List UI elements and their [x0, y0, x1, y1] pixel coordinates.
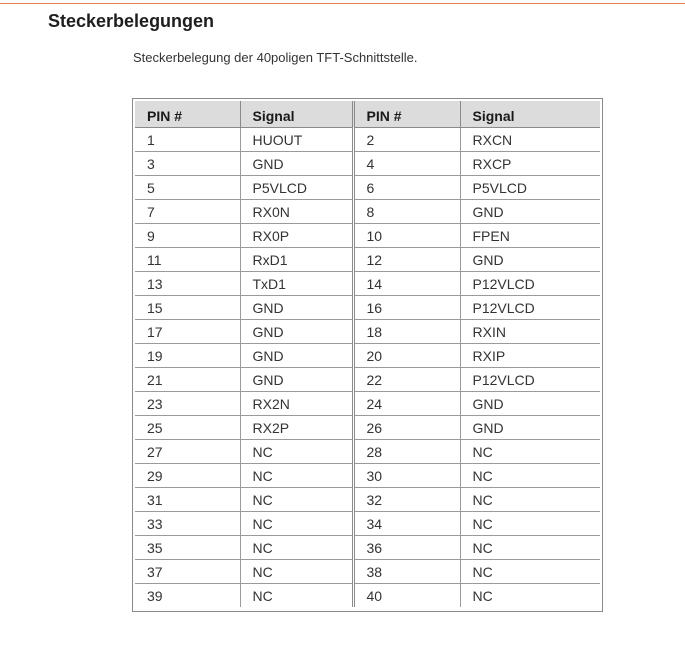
signal-left-cell: GND — [240, 295, 353, 319]
signal-right-cell: NC — [460, 439, 600, 463]
table-row — [135, 127, 600, 151]
signal-right-cell: GND — [460, 199, 600, 223]
pin-right-cell: 6 — [353, 175, 460, 199]
signal-right-cell: RXCN — [460, 127, 600, 151]
top-divider — [0, 3, 685, 4]
signal-left-cell: NC — [240, 439, 353, 463]
pin-left-cell: 33 — [135, 511, 240, 535]
signal-right-cell: P12VLCD — [460, 271, 600, 295]
signal-right-cell: RXIP — [460, 343, 600, 367]
pin-left-cell: 37 — [135, 559, 240, 583]
table-row — [135, 487, 600, 511]
pin-right-cell: 36 — [353, 535, 460, 559]
table-row — [135, 535, 600, 559]
section-title: Steckerbelegungen — [48, 11, 215, 31]
table-row — [135, 223, 600, 247]
table-header-row — [135, 101, 600, 127]
pin-left-cell: 39 — [135, 583, 240, 607]
pin-table-frame — [132, 98, 603, 612]
table-row — [135, 175, 600, 199]
table-row — [135, 247, 600, 271]
signal-left-cell: NC — [240, 463, 353, 487]
pin-left-cell: 15 — [135, 295, 240, 319]
pin-right-cell: 14 — [353, 271, 460, 295]
signal-left-cell: RX2P — [240, 415, 353, 439]
header-signal-right: Signal — [460, 101, 600, 127]
table-row — [135, 151, 600, 175]
signal-right-cell: P12VLCD — [460, 295, 600, 319]
signal-right-cell: FPEN — [460, 223, 600, 247]
signal-left-cell: NC — [240, 511, 353, 535]
pin-left-cell: 27 — [135, 439, 240, 463]
pin-left-cell: 5 — [135, 175, 240, 199]
table-row — [135, 583, 600, 607]
pin-right-cell: 38 — [353, 559, 460, 583]
pin-right-cell: 34 — [353, 511, 460, 535]
signal-right-cell: GND — [460, 415, 600, 439]
pin-left-cell: 11 — [135, 247, 240, 271]
table-row — [135, 295, 600, 319]
signal-right-cell: P12VLCD — [460, 367, 600, 391]
pin-right-cell: 8 — [353, 199, 460, 223]
signal-right-cell: NC — [460, 559, 600, 583]
pin-left-cell: 3 — [135, 151, 240, 175]
signal-right-cell: NC — [460, 511, 600, 535]
pin-right-cell: 12 — [353, 247, 460, 271]
signal-left-cell: GND — [240, 367, 353, 391]
signal-right-cell: RXIN — [460, 319, 600, 343]
signal-right-cell: GND — [460, 391, 600, 415]
header-pin-left: PIN # — [135, 101, 240, 127]
pin-right-cell: 2 — [353, 127, 460, 151]
table-row — [135, 511, 600, 535]
signal-right-cell: GND — [460, 247, 600, 271]
signal-right-cell: NC — [472, 588, 493, 605]
pin-left-cell: 1 — [135, 127, 240, 151]
header-signal-left: Signal — [240, 101, 353, 127]
signal-left-cell: NC — [240, 559, 353, 583]
pin-right-cell: 32 — [353, 487, 460, 511]
pin-left-cell: 17 — [135, 319, 240, 343]
signal-left-cell: GND — [240, 343, 353, 367]
signal-left-cell: NC — [240, 487, 353, 511]
pin-right-cell: 30 — [353, 463, 460, 487]
pin-left-cell: 35 — [135, 535, 240, 559]
signal-left-cell: RxD1 — [240, 247, 353, 271]
pin-right-cell: 24 — [353, 391, 460, 415]
pin-left-cell: 23 — [135, 391, 240, 415]
pin-left-cell: 29 — [135, 463, 240, 487]
pin-left-cell: 25 — [135, 415, 240, 439]
pin-right-cell: 20 — [353, 343, 460, 367]
pin-right-cell: 28 — [353, 439, 460, 463]
signal-left-cell: P5VLCD — [240, 175, 353, 199]
pin-right-cell: 18 — [353, 319, 460, 343]
signal-right-cell: NC — [460, 535, 600, 559]
pin-assignment-table — [135, 101, 600, 607]
pin-right-cell: 26 — [353, 415, 460, 439]
signal-left-cell: RX2N — [240, 391, 353, 415]
pin-right-cell: 16 — [353, 295, 460, 319]
table-row — [135, 463, 600, 487]
table-row — [135, 199, 600, 223]
signal-right-cell: P5VLCD — [460, 175, 600, 199]
signal-left-cell: NC — [240, 583, 353, 607]
pin-left-cell: 9 — [135, 223, 240, 247]
table-row — [135, 367, 600, 391]
table-row — [135, 343, 600, 367]
pin-right-cell: 10 — [353, 223, 460, 247]
pin-left-cell: 31 — [135, 487, 240, 511]
pin-right-cell: 4 — [353, 151, 460, 175]
table-row — [135, 391, 600, 415]
signal-left-cell: GND — [240, 151, 353, 175]
pin-right-cell: 40 — [353, 583, 460, 607]
pin-left-cell: 21 — [135, 367, 240, 391]
table-body — [135, 127, 600, 607]
pin-left-cell: 7 — [135, 199, 240, 223]
pin-left-cell: 19 — [135, 343, 240, 367]
pin-left-cell: 13 — [135, 271, 240, 295]
signal-left-cell: TxD1 — [240, 271, 353, 295]
signal-left-cell: RX0P — [240, 223, 353, 247]
signal-right-cell: NC — [460, 487, 600, 511]
header-pin-right: PIN # — [353, 101, 460, 127]
signal-left-cell: NC — [240, 535, 353, 559]
table-row — [135, 319, 600, 343]
table-caption: Steckerbelegung der 40poligen TFT-Schnittstelle. — [133, 50, 418, 65]
signal-right-cell: RXCP — [460, 151, 600, 175]
signal-left-cell: RX0N — [240, 199, 353, 223]
signal-right-cell: NC — [460, 463, 600, 487]
pin-right-cell: 22 — [353, 367, 460, 391]
table-row — [135, 271, 600, 295]
table-row — [135, 559, 600, 583]
signal-left-cell: HUOUT — [240, 127, 353, 151]
table-row — [135, 439, 600, 463]
table-row — [135, 415, 600, 439]
signal-left-cell: GND — [240, 319, 353, 343]
